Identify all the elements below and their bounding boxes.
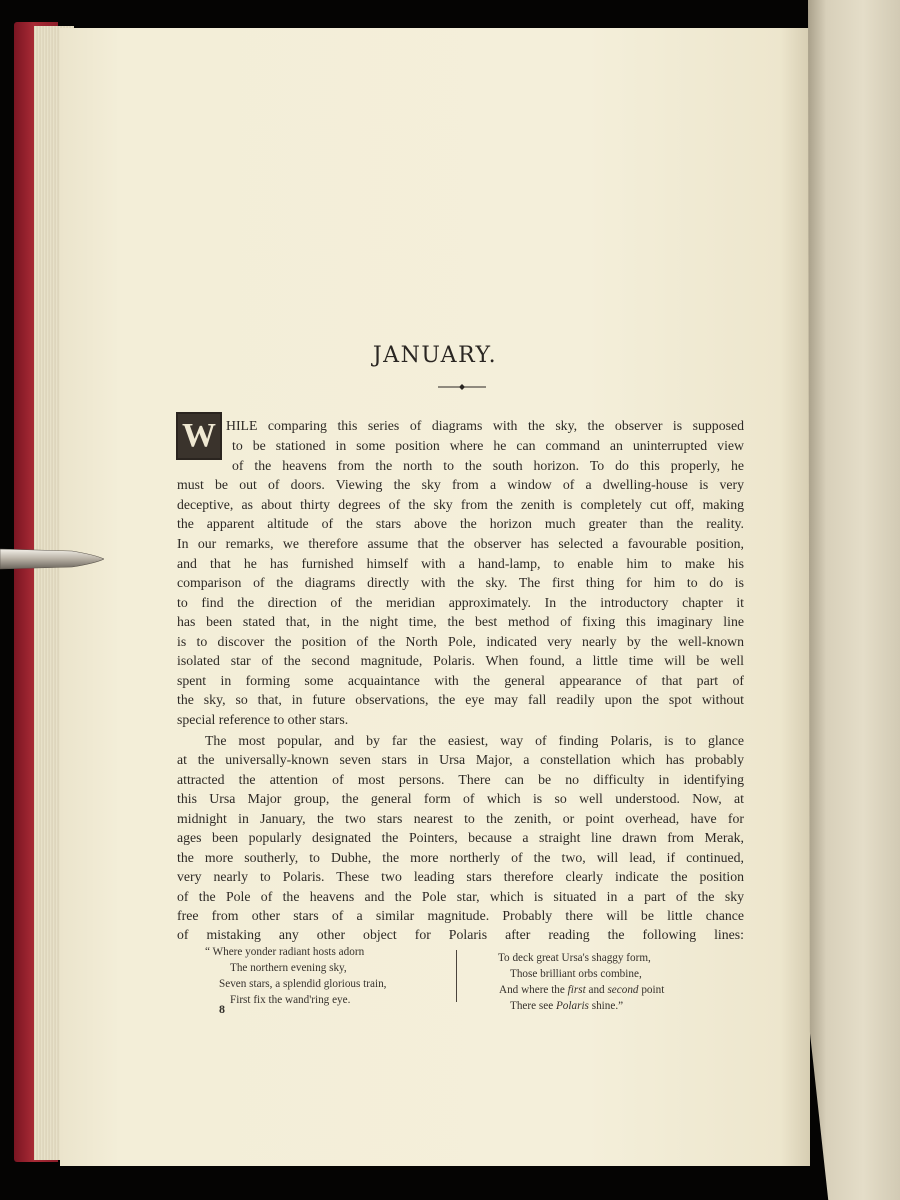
text-line: of the Pole of the heavens and the Pole star, which is situated in a part of the sky: [177, 889, 744, 904]
text-line: this Ursa Major group, the general form of which is so well understood. Now, at: [177, 791, 744, 806]
text-line: attracted the attention of most persons. There can be no difficulty in identifying: [177, 772, 744, 787]
poem-text: shine.”: [588, 1000, 624, 1012]
text-line: In our remarks, we therefore assume that the observer has selected a favourable position,: [177, 536, 744, 551]
poem-column-divider: [456, 950, 457, 1002]
text-line: of the heavens from the north to the south horizon. To do this properly, he: [232, 458, 744, 473]
poem-text: There see: [510, 1000, 556, 1012]
poem-line: Seven stars, a splendid glorious train,: [219, 978, 387, 990]
pen-tip-icon: [0, 545, 104, 571]
text-line: ages been popularly designated the Pointers, because a straight line drawn from Merak,: [177, 830, 744, 845]
text-line: at the universally-known seven stars in Ursa Major, a constellation which has probably: [177, 752, 744, 767]
title-ornament-icon: [438, 383, 486, 391]
text-line: must be out of doors. Viewing the sky from a window of a dwelling-house is very: [177, 477, 744, 492]
poem-text: point: [638, 984, 665, 996]
text-line: HILE comparing this series of diagrams with the sky, the observer is supposed: [226, 418, 744, 433]
text-line: special reference to other stars.: [177, 712, 349, 727]
poem-line: The northern evening sky,: [230, 962, 347, 974]
page-number: 8: [219, 1002, 225, 1016]
text-line: and that he has furnished himself with a hand-lamp, to enable him to make his: [177, 556, 744, 571]
text-line: the more southerly, to Dubhe, the more northerly of the two, will lead, if continued,: [177, 850, 744, 865]
text-line: isolated star of the second magnitude, Polaris. When found, a little time will be well: [177, 653, 744, 668]
text-line: to be stationed in some position where he can command an uninterrupted view: [232, 438, 744, 453]
text-line: spent in forming some acquaintance with the general appearance of that part of: [177, 673, 744, 688]
poem-line: “ Where yonder radiant hosts adorn: [205, 946, 365, 958]
poem-line: To deck great Ursa's shaggy form,: [498, 952, 651, 964]
poem-text: And where the: [499, 984, 568, 996]
text-line: deceptive, as about thirty degrees of the sky from the zenith is completely cut off, making: [177, 497, 744, 512]
text-line: is to discover the position of the North Pole, indicated very nearly by the well-known: [177, 634, 744, 649]
poem-emphasis: second: [607, 984, 639, 996]
drop-cap-initial: [176, 412, 222, 460]
text-line: the apparent altitude of the stars above the horizon much greater than the reality.: [177, 516, 744, 531]
poem-text: and: [585, 984, 608, 996]
poem-line: [499, 984, 664, 996]
text-line: has been stated that, in the night time, the best method of fixing this imaginary line: [177, 614, 744, 629]
poem-line: First fix the wand'ring eye.: [230, 994, 351, 1006]
text-line: midnight in January, the two stars nearest to the zenith, or point overhead, have for: [177, 811, 744, 826]
text-line: The most popular, and by far the easiest, way of finding Polaris, is to glance: [205, 733, 744, 748]
text-line: comparison of the diagrams directly with the sky. The first thing for him to do is: [177, 575, 744, 590]
poem-line: Those brilliant orbs combine,: [510, 968, 642, 980]
poem-emphasis: first: [567, 984, 586, 996]
drop-cap-letter: W: [182, 417, 216, 454]
facing-page-edge: [808, 0, 900, 1200]
text-line: very nearly to Polaris. These two leading stars therefore clearly indicate the position: [177, 869, 744, 884]
poem-line: [510, 1000, 623, 1012]
poem-emphasis: Polaris: [555, 1000, 589, 1012]
chapter-title: JANUARY.: [372, 343, 498, 368]
text-line: the sky, so that, in future observations, the eye may fall readily upon the spot without: [177, 692, 744, 707]
text-line: to find the direction of the meridian approximately. In the introductory chapter it: [177, 595, 744, 610]
text-line: free from other stars of a similar magnitude. Probably there will be little chance: [177, 908, 744, 923]
text-line: of mistaking any other object for Polaris after reading the following lines:: [177, 927, 744, 942]
